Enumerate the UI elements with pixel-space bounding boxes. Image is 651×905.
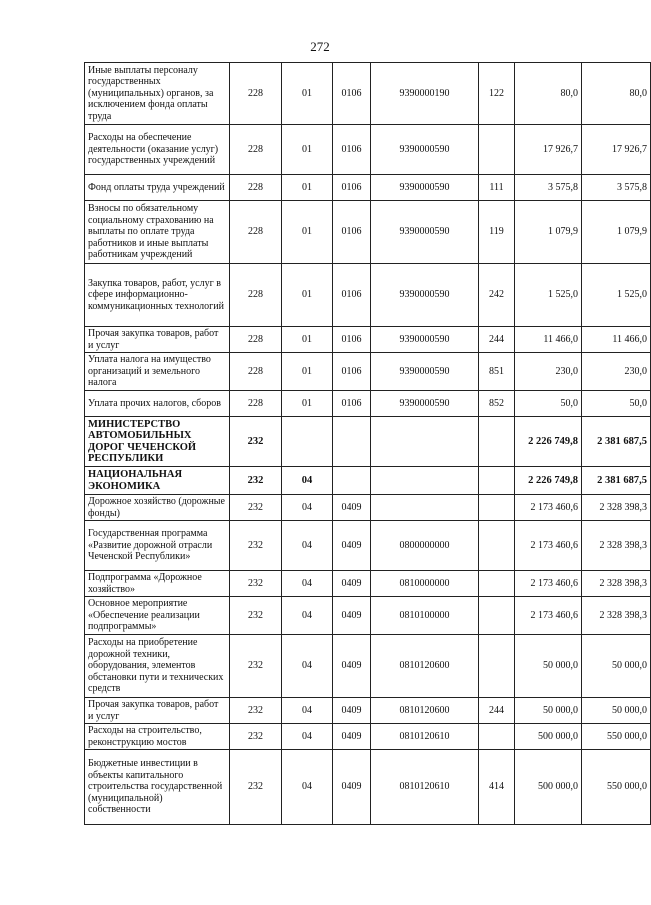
row-amount-1-cell: 2 226 749,8 bbox=[515, 467, 582, 495]
row-subsection-cell: 0409 bbox=[333, 724, 371, 750]
row-subsection-cell: 0106 bbox=[333, 264, 371, 327]
row-amount-1-cell: 1 525,0 bbox=[515, 264, 582, 327]
row-type-cell bbox=[479, 467, 515, 495]
row-section-cell: 01 bbox=[282, 353, 333, 391]
row-amount-2-cell: 50,0 bbox=[582, 391, 651, 417]
row-target-cell: 9390000590 bbox=[371, 353, 479, 391]
row-code-cell: 232 bbox=[230, 597, 282, 635]
row-amount-1-cell: 50,0 bbox=[515, 391, 582, 417]
row-name-cell: Фонд оплаты труда учреждений bbox=[85, 175, 230, 201]
table-row bbox=[85, 327, 651, 353]
row-type-cell: 242 bbox=[479, 264, 515, 327]
row-target-cell: 0810120600 bbox=[371, 635, 479, 698]
row-subsection-cell: 0409 bbox=[333, 750, 371, 825]
row-target-cell: 0800000000 bbox=[371, 521, 479, 571]
row-amount-1-cell: 50 000,0 bbox=[515, 698, 582, 724]
row-amount-1-cell: 17 926,7 bbox=[515, 125, 582, 175]
budget-table-body bbox=[85, 63, 651, 825]
table-row bbox=[85, 495, 651, 521]
row-code-cell: 232 bbox=[230, 571, 282, 597]
row-name-cell: Иные выплаты персоналу государственных (муниципальных) органов, за исключением фонда оплаты труда bbox=[85, 63, 230, 125]
row-name-cell: Государственная программа «Развитие дорожной отрасли Чеченской Республики» bbox=[85, 521, 230, 571]
row-amount-1-cell: 230,0 bbox=[515, 353, 582, 391]
row-target-cell bbox=[371, 495, 479, 521]
row-target-cell: 0810120610 bbox=[371, 724, 479, 750]
table-row bbox=[85, 467, 651, 495]
table-row bbox=[85, 698, 651, 724]
row-section-cell: 04 bbox=[282, 635, 333, 698]
row-code-cell: 232 bbox=[230, 750, 282, 825]
table-row bbox=[85, 635, 651, 698]
row-code-cell: 232 bbox=[230, 698, 282, 724]
row-subsection-cell bbox=[333, 417, 371, 467]
row-name-cell: НАЦИОНАЛЬНАЯ ЭКОНОМИКА bbox=[85, 467, 230, 495]
row-section-cell: 04 bbox=[282, 724, 333, 750]
row-section-cell: 01 bbox=[282, 63, 333, 125]
row-amount-2-cell: 50 000,0 bbox=[582, 698, 651, 724]
row-name-cell: Расходы на приобретение дорожной техники, оборудования, элементов обстановки пути и технических средств bbox=[85, 635, 230, 698]
row-code-cell: 228 bbox=[230, 391, 282, 417]
row-amount-2-cell: 2 381 687,5 bbox=[582, 417, 651, 467]
table-row bbox=[85, 750, 651, 825]
row-subsection-cell: 0106 bbox=[333, 353, 371, 391]
row-amount-1-cell: 3 575,8 bbox=[515, 175, 582, 201]
row-section-cell: 04 bbox=[282, 750, 333, 825]
row-target-cell bbox=[371, 467, 479, 495]
row-name-cell: Расходы на строительство, реконструкцию мостов bbox=[85, 724, 230, 750]
table-row bbox=[85, 201, 651, 264]
row-section-cell: 01 bbox=[282, 327, 333, 353]
row-code-cell: 232 bbox=[230, 521, 282, 571]
row-subsection-cell bbox=[333, 467, 371, 495]
row-target-cell: 9390000590 bbox=[371, 391, 479, 417]
row-target-cell: 0810120600 bbox=[371, 698, 479, 724]
row-section-cell: 04 bbox=[282, 495, 333, 521]
table-row bbox=[85, 175, 651, 201]
row-type-cell: 414 bbox=[479, 750, 515, 825]
row-type-cell bbox=[479, 495, 515, 521]
table-row bbox=[85, 125, 651, 175]
row-subsection-cell: 0106 bbox=[333, 125, 371, 175]
row-subsection-cell: 0409 bbox=[333, 597, 371, 635]
row-section-cell: 01 bbox=[282, 201, 333, 264]
table-row bbox=[85, 264, 651, 327]
row-code-cell: 232 bbox=[230, 467, 282, 495]
row-subsection-cell: 0106 bbox=[333, 327, 371, 353]
row-target-cell: 0810000000 bbox=[371, 571, 479, 597]
row-name-cell: Основное мероприятие «Обеспечение реализации подпрограммы» bbox=[85, 597, 230, 635]
row-amount-2-cell: 3 575,8 bbox=[582, 175, 651, 201]
row-section-cell: 01 bbox=[282, 391, 333, 417]
table-row bbox=[85, 724, 651, 750]
row-type-cell bbox=[479, 571, 515, 597]
row-type-cell bbox=[479, 521, 515, 571]
row-amount-2-cell: 2 381 687,5 bbox=[582, 467, 651, 495]
row-code-cell: 232 bbox=[230, 724, 282, 750]
row-code-cell: 228 bbox=[230, 63, 282, 125]
row-code-cell: 228 bbox=[230, 175, 282, 201]
row-code-cell: 232 bbox=[230, 495, 282, 521]
row-amount-2-cell: 2 328 398,3 bbox=[582, 495, 651, 521]
row-name-cell: Прочая закупка товаров, работ и услуг bbox=[85, 327, 230, 353]
row-target-cell: 9390000590 bbox=[371, 125, 479, 175]
row-subsection-cell: 0409 bbox=[333, 571, 371, 597]
row-code-cell: 228 bbox=[230, 353, 282, 391]
row-amount-2-cell: 11 466,0 bbox=[582, 327, 651, 353]
row-section-cell: 04 bbox=[282, 571, 333, 597]
row-section-cell: 04 bbox=[282, 521, 333, 571]
table-row bbox=[85, 597, 651, 635]
row-type-cell bbox=[479, 125, 515, 175]
row-name-cell: Уплата прочих налогов, сборов bbox=[85, 391, 230, 417]
row-subsection-cell: 0409 bbox=[333, 635, 371, 698]
row-target-cell: 9390000190 bbox=[371, 63, 479, 125]
row-amount-1-cell: 2 173 460,6 bbox=[515, 597, 582, 635]
row-name-cell: Взносы по обязательному социальному страхованию на выплаты по оплате труда работников и иные выплаты работникам учреждений bbox=[85, 201, 230, 264]
row-code-cell: 228 bbox=[230, 327, 282, 353]
row-section-cell: 01 bbox=[282, 264, 333, 327]
table-row bbox=[85, 353, 651, 391]
row-subsection-cell: 0409 bbox=[333, 698, 371, 724]
row-target-cell: 0810120610 bbox=[371, 750, 479, 825]
row-type-cell bbox=[479, 724, 515, 750]
table-row bbox=[85, 63, 651, 125]
budget-table bbox=[84, 62, 651, 825]
row-target-cell: 9390000590 bbox=[371, 201, 479, 264]
row-amount-2-cell: 17 926,7 bbox=[582, 125, 651, 175]
table-row bbox=[85, 571, 651, 597]
row-amount-1-cell: 2 226 749,8 bbox=[515, 417, 582, 467]
row-amount-1-cell: 500 000,0 bbox=[515, 750, 582, 825]
row-name-cell: Уплата налога на имущество организаций и земельного налога bbox=[85, 353, 230, 391]
row-amount-1-cell: 11 466,0 bbox=[515, 327, 582, 353]
row-subsection-cell: 0409 bbox=[333, 521, 371, 571]
row-amount-2-cell: 230,0 bbox=[582, 353, 651, 391]
row-amount-2-cell: 2 328 398,3 bbox=[582, 521, 651, 571]
row-section-cell: 01 bbox=[282, 125, 333, 175]
row-amount-2-cell: 80,0 bbox=[582, 63, 651, 125]
row-type-cell: 244 bbox=[479, 698, 515, 724]
row-subsection-cell: 0106 bbox=[333, 201, 371, 264]
row-target-cell: 0810100000 bbox=[371, 597, 479, 635]
row-amount-1-cell: 1 079,9 bbox=[515, 201, 582, 264]
row-subsection-cell: 0409 bbox=[333, 495, 371, 521]
row-amount-1-cell: 500 000,0 bbox=[515, 724, 582, 750]
row-name-cell: Подпрограмма «Дорожное хозяйство» bbox=[85, 571, 230, 597]
row-name-cell: МИНИСТЕРСТВО АВТОМОБИЛЬНЫХ ДОРОГ ЧЕЧЕНСКОЙ РЕСПУБЛИКИ bbox=[85, 417, 230, 467]
row-name-cell: Прочая закупка товаров, работ и услуг bbox=[85, 698, 230, 724]
row-code-cell: 228 bbox=[230, 201, 282, 264]
row-amount-2-cell: 1 525,0 bbox=[582, 264, 651, 327]
row-amount-1-cell: 2 173 460,6 bbox=[515, 521, 582, 571]
row-target-cell: 9390000590 bbox=[371, 175, 479, 201]
row-section-cell: 04 bbox=[282, 597, 333, 635]
row-amount-2-cell: 550 000,0 bbox=[582, 750, 651, 825]
row-amount-2-cell: 1 079,9 bbox=[582, 201, 651, 264]
page-number: 272 bbox=[310, 39, 330, 54]
row-target-cell bbox=[371, 417, 479, 467]
row-subsection-cell: 0106 bbox=[333, 391, 371, 417]
row-code-cell: 232 bbox=[230, 635, 282, 698]
row-section-cell bbox=[282, 417, 333, 467]
row-target-cell: 9390000590 bbox=[371, 264, 479, 327]
row-section-cell: 04 bbox=[282, 467, 333, 495]
row-type-cell bbox=[479, 597, 515, 635]
row-section-cell: 01 bbox=[282, 175, 333, 201]
row-name-cell: Закупка товаров, работ, услуг в сфере информационно-коммуникационных технологий bbox=[85, 264, 230, 327]
row-type-cell: 119 bbox=[479, 201, 515, 264]
row-subsection-cell: 0106 bbox=[333, 63, 371, 125]
row-type-cell: 111 bbox=[479, 175, 515, 201]
row-amount-1-cell: 80,0 bbox=[515, 63, 582, 125]
row-amount-2-cell: 50 000,0 bbox=[582, 635, 651, 698]
row-type-cell: 851 bbox=[479, 353, 515, 391]
row-name-cell: Расходы на обеспечение деятельности (оказание услуг) государственных учреждений bbox=[85, 125, 230, 175]
row-amount-2-cell: 2 328 398,3 bbox=[582, 597, 651, 635]
row-amount-1-cell: 2 173 460,6 bbox=[515, 495, 582, 521]
row-name-cell: Дорожное хозяйство (дорожные фонды) bbox=[85, 495, 230, 521]
row-code-cell: 228 bbox=[230, 125, 282, 175]
row-target-cell: 9390000590 bbox=[371, 327, 479, 353]
table-row bbox=[85, 417, 651, 467]
row-type-cell bbox=[479, 417, 515, 467]
row-name-cell: Бюджетные инвестиции в объекты капитального строительства государственной (муниципальной) собственности bbox=[85, 750, 230, 825]
table-row bbox=[85, 391, 651, 417]
row-amount-2-cell: 2 328 398,3 bbox=[582, 571, 651, 597]
row-code-cell: 232 bbox=[230, 417, 282, 467]
row-amount-1-cell: 50 000,0 bbox=[515, 635, 582, 698]
row-code-cell: 228 bbox=[230, 264, 282, 327]
table-row bbox=[85, 521, 651, 571]
row-amount-1-cell: 2 173 460,6 bbox=[515, 571, 582, 597]
row-amount-2-cell: 550 000,0 bbox=[582, 724, 651, 750]
row-type-cell: 244 bbox=[479, 327, 515, 353]
row-type-cell: 122 bbox=[479, 63, 515, 125]
row-section-cell: 04 bbox=[282, 698, 333, 724]
row-type-cell bbox=[479, 635, 515, 698]
row-type-cell: 852 bbox=[479, 391, 515, 417]
row-subsection-cell: 0106 bbox=[333, 175, 371, 201]
